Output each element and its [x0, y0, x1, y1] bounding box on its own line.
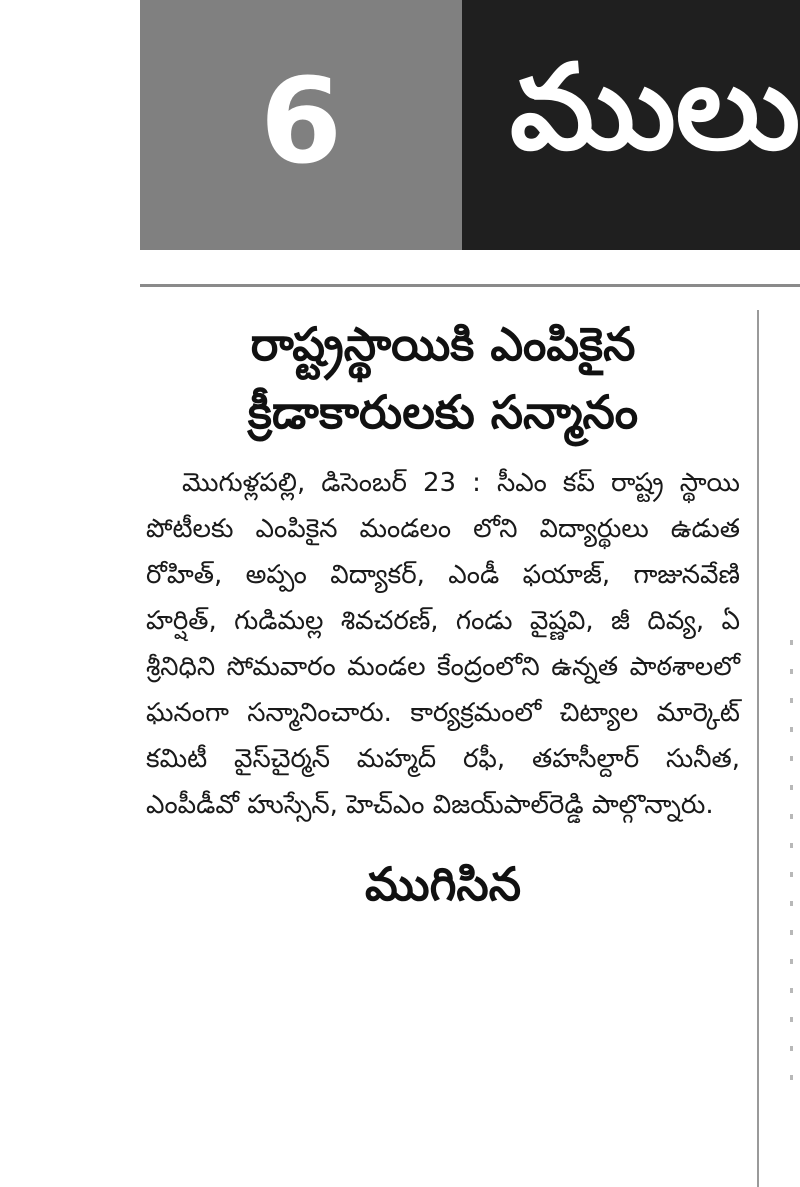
page-number-block — [140, 0, 462, 250]
adjacent-column-edge — [784, 640, 800, 1140]
headline-line-2: క్రీడాకారులకు సన్మానం — [247, 385, 639, 439]
article-body-paragraph — [140, 460, 746, 828]
masthead-title: ములు — [510, 38, 800, 176]
header-divider — [140, 284, 800, 287]
article-headline — [140, 310, 746, 446]
next-article-headline: ముగిసిన — [365, 857, 521, 911]
column-divider — [757, 310, 759, 1187]
masthead-banner — [462, 0, 800, 250]
article-body-text: మొగుళ్లపల్లి, డిసెంబర్ 23 : సీఎం కప్ రాష్ట్ర స్థాయి పోటీలకు ఎంపికైన మండలం లోని విద్యార్థులు ఉడుత రోహిత్, అప్పం విద్యాకర్, ఎండీ ఫయాజ్, గాజునవేణి హర్షిత్, గుడిమల్ల శివచరణ్, గండు వైష్ణవి, జీ దివ్య, ఏ శ్రీనిధిని సోమవారం మండల కేంద్రంలోని ఉన్నత పాఠశాలలో ఘనంగా సన్మానించారు. కార్యక్రమంలో చిట్యాల మార్కెట్ కమిటీ వైస్‌చైర్మన్ మహ్మద్ రఫీ, తహసీల్దార్ సునీత, ఎంపీడీవో హుస్సేన్, హెచ్‌ఎం విజయ్‌పాల్‌రెడ్డి పాల్గొన్నారు. — [146, 468, 740, 820]
headline-line-1: రాష్ట్రస్థాయికి ఎంపికైన — [250, 317, 636, 371]
news-article — [140, 300, 746, 914]
page-number: 6 — [259, 52, 343, 190]
